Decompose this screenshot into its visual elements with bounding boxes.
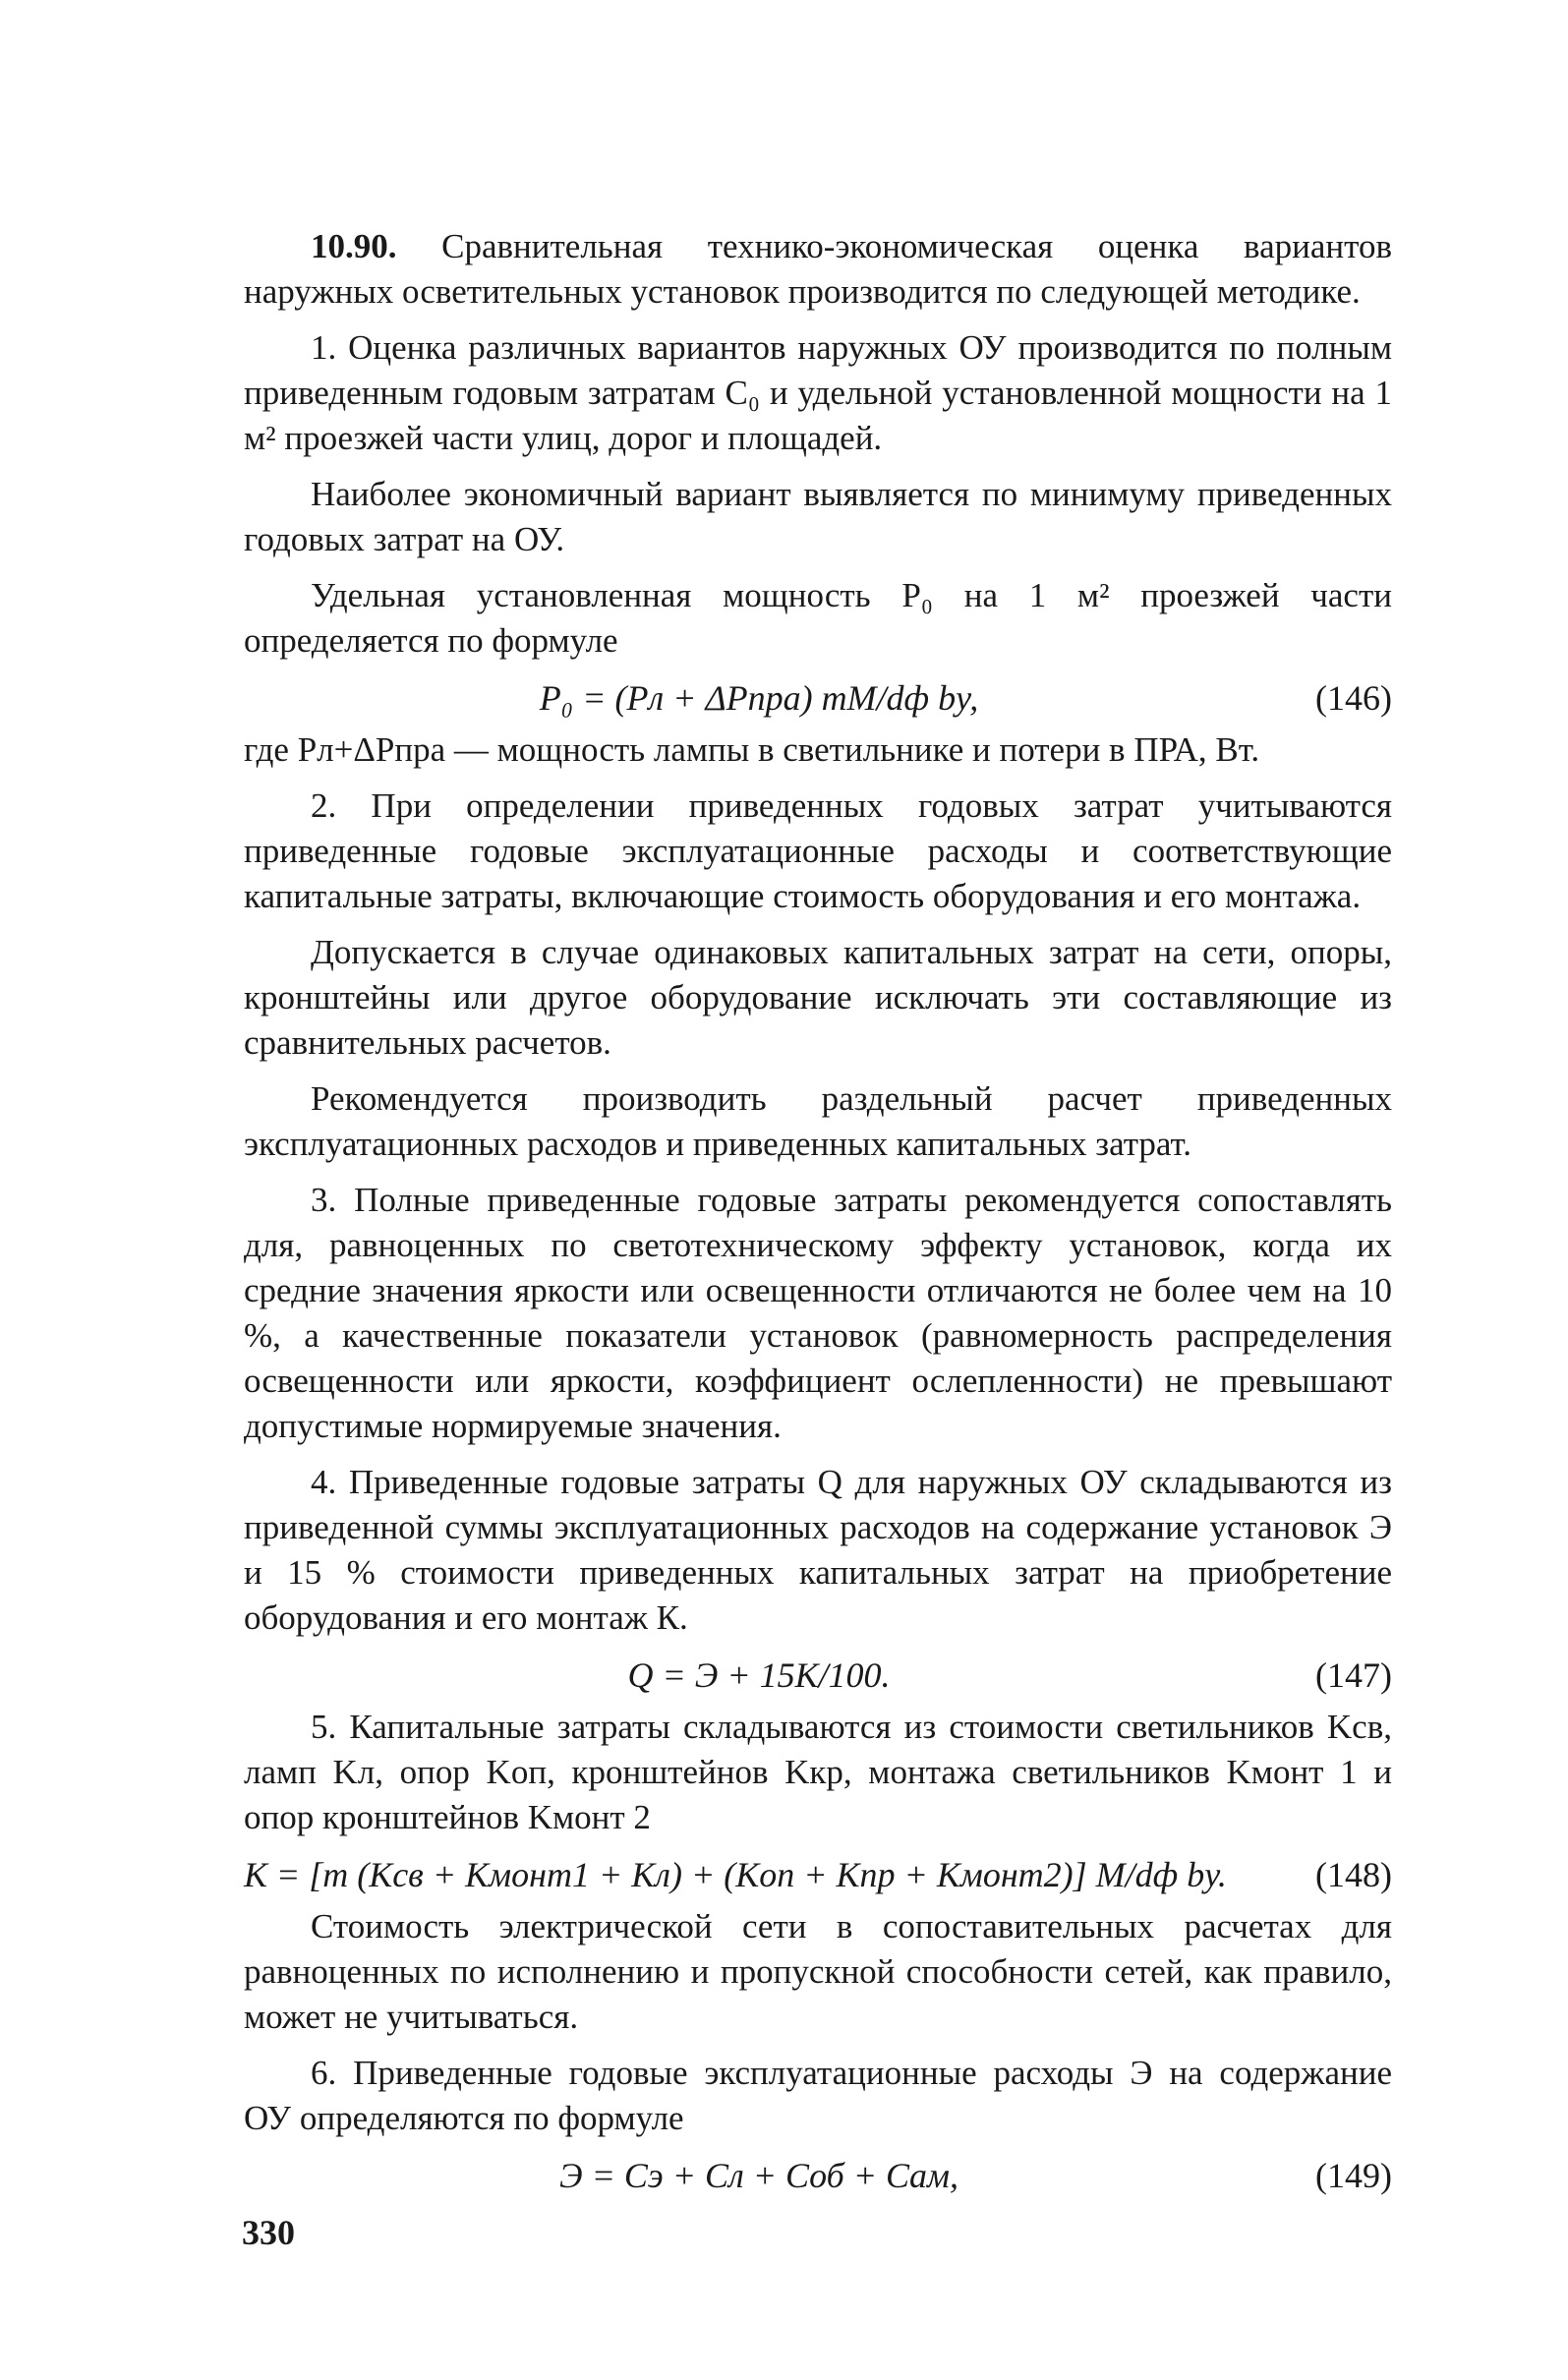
formula-expression: P₀ = (Pл + ΔPпра) mM/dф bу, bbox=[539, 678, 979, 718]
formula-expression: К = [m (Kсв + Kмонт1 + Kл) + (Kоп + Kпр + Kмонт2)] M/dф bу. bbox=[244, 1855, 1227, 1894]
formula-147 bbox=[244, 1652, 1392, 1699]
formula-number: (148) bbox=[1315, 1855, 1392, 1894]
formula-146 bbox=[244, 674, 1392, 722]
formula-148 bbox=[244, 1851, 1392, 1898]
section-number: 10.90. bbox=[311, 227, 397, 265]
paragraph-item-4: 4. Приведенные годовые затраты Q для наружных ОУ складываются из приведенной суммы эксплуатационных расходов на содержание установок Э и 15 % стоимости приведенных капитальных затрат на приобретение оборудования и его монтаж К. bbox=[244, 1463, 1392, 1637]
formula-number: (146) bbox=[1315, 678, 1392, 718]
formula-number: (147) bbox=[1315, 1655, 1392, 1695]
formula-149 bbox=[244, 2152, 1392, 2199]
page-number: 330 bbox=[242, 2213, 295, 2252]
paragraph: Наиболее экономичный вариант выявляется по минимуму приведенных годовых затрат на ОУ. bbox=[244, 475, 1392, 558]
formula-expression: Э = Cэ + Cл + Cоб + Cам, bbox=[559, 2156, 958, 2195]
paragraph: где Pл+ΔPпра — мощность лампы в светильнике и потери в ПРА, Вт. bbox=[244, 730, 1260, 769]
body-text bbox=[244, 224, 1392, 2205]
paragraph-text: Сравнительная технико-экономическая оценка вариантов наружных осветительных установок производится по следующей методике. bbox=[244, 227, 1392, 311]
paragraph: Допускается в случае одинаковых капитальных затрат на сети, опоры, кронштейны или другое оборудование исключать эти составляющие из сравнительных расчетов. bbox=[244, 933, 1392, 1062]
paragraph: Рекомендуется производить раздельный расчет приведенных эксплуатационных расходов и приведенных капитальных затрат. bbox=[244, 1079, 1392, 1163]
paragraph-10-90 bbox=[244, 224, 1392, 315]
paragraph-item-6: 6. Приведенные годовые эксплуатационные расходы Э на содержание ОУ определяются по формуле bbox=[244, 2054, 1392, 2137]
paragraph-item-1: 1. Оценка различных вариантов наружных ОУ производится по полным приведенным годовым затратам С₀ и удельной установленной мощности на 1 м² проезжей части улиц, дорог и площадей. bbox=[244, 328, 1392, 457]
paragraph: Стоимость электрической сети в сопоставительных расчетах для равноценных по исполнению и пропускной способности сетей, как правило, может не учитываться. bbox=[244, 1907, 1392, 2036]
formula-expression: Q = Э + 15К/100. bbox=[627, 1655, 891, 1695]
paragraph-item-2: 2. При определении приведенных годовых затрат учитываются приведенные годовые эксплуатационные расходы и соответствующие капитальные затраты, включающие стоимость оборудования и его монтажа. bbox=[244, 786, 1392, 915]
paragraph-item-3: 3. Полные приведенные годовые затраты рекомендуется сопоставлять для, равноценных по светотехническому эффекту установок, когда их средние значения яркости или освещенности отличаются не более чем на 10 %, а качественные показатели установок (равномерность распределения освещенности или яркости, коэффициент ослепленности) не превышают допустимые нормируемые значения. bbox=[244, 1181, 1392, 1445]
paragraph: Удельная установленная мощность P₀ на 1 м² проезжей части определяется по формуле bbox=[244, 576, 1392, 660]
formula-number: (149) bbox=[1315, 2156, 1392, 2195]
paragraph-item-5: 5. Капитальные затраты складываются из стоимости светильников Kсв, ламп Kл, опор Kоп, кронштейнов Kкр, монтажа светильников Kмонт 1 и опор кронштейнов Kмонт 2 bbox=[244, 1708, 1392, 1836]
